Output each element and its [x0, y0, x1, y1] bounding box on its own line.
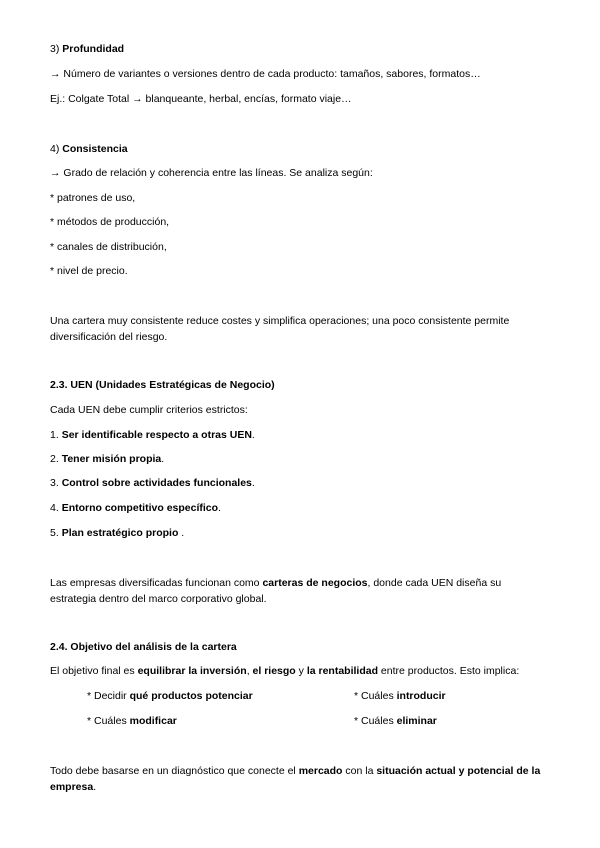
consistencia-paragraph: Una cartera muy consistente reduce costes y simplifica operaciones; una poco consistente permite diversificación del riesgo.	[50, 315, 510, 343]
list-item: * Cuáles eliminar	[354, 715, 437, 727]
heading-title: Consistencia	[62, 143, 128, 155]
list-item: 4. Entorno competitivo específico.	[50, 502, 221, 514]
uen-intro: Cada UEN debe cumplir criterios estrictos:	[50, 404, 248, 416]
profundidad-definition: → Número de variantes o versiones dentro de cada producto: tamaños, sabores, formatos…	[50, 68, 481, 80]
list-item: * nivel de precio.	[50, 265, 128, 277]
list-item: 3. Control sobre actividades funcionales.	[50, 477, 255, 489]
list-item: * patrones de uso,	[50, 192, 136, 204]
objetivo-final-paragraph: Todo debe basarse en un diagnóstico que conecte el mercado con la situación actual y potencial de la empresa.	[50, 765, 541, 793]
list-item: * Decidir qué productos potenciar	[87, 690, 253, 702]
list-item: * métodos de producción,	[50, 216, 170, 228]
list-item: * Cuáles introducir	[354, 690, 446, 702]
list-item: * Cuáles modificar	[87, 715, 177, 727]
heading-consistencia	[50, 142, 128, 156]
heading-objetivo: 2.4. Objetivo del análisis de la cartera	[50, 641, 237, 653]
heading-uen: 2.3. UEN (Unidades Estratégicas de Negocio)	[50, 379, 275, 391]
heading-title: Profundidad	[62, 43, 125, 55]
list-item: 5. Plan estratégico propio .	[50, 527, 185, 539]
consistencia-definition: → Grado de relación y coherencia entre las líneas. Se analiza según:	[50, 167, 373, 179]
heading-number: 3)	[50, 43, 60, 55]
list-item: 1. Ser identificable respecto a otras UEN.	[50, 429, 255, 441]
objetivo-intro: El objetivo final es equilibrar la inversión, el riesgo y la rentabilidad entre productos. Esto implica:	[50, 665, 520, 677]
heading-number: 4)	[50, 143, 60, 155]
profundidad-example: Ej.: Colgate Total → blanqueante, herbal, encías, formato viaje…	[50, 93, 352, 105]
list-item: 2. Tener misión propia.	[50, 453, 165, 465]
list-item: * canales de distribución,	[50, 241, 167, 253]
heading-profundidad	[50, 42, 124, 56]
uen-paragraph: Las empresas diversificadas funcionan como carteras de negocios, donde cada UEN diseña su estrategia dentro del marco corporativo global.	[50, 577, 502, 605]
